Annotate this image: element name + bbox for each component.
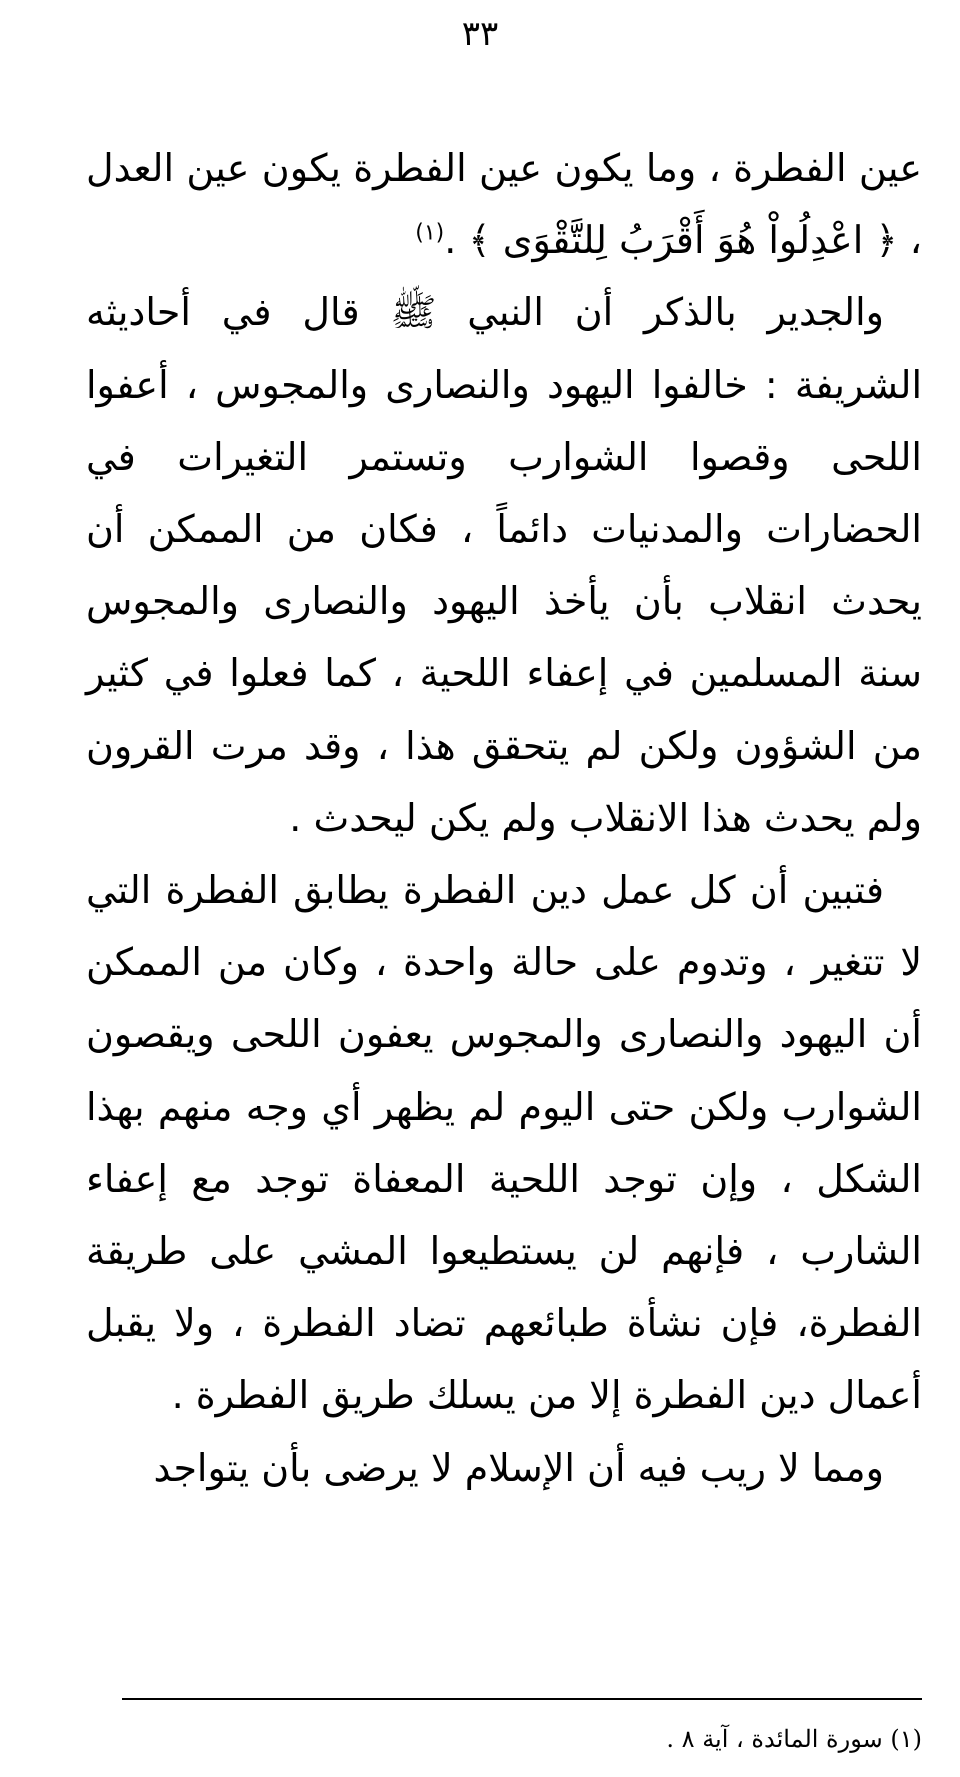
paragraph-continuation bbox=[86, 132, 922, 276]
paragraph: فتبين أن كل عمل دين الفطرة يطابق الفطرة التي لا تتغير ، وتدوم على حالة واحدة ، وكان من الممكن أن اليهود والنصارى والمجوس يعفون اللحى ويقصون الشوارب ولكن حتى اليوم لم يظهر أي وجه منهم بهذا الشكل ، وإن توجد اللحية المعفاة توجد مع إعفاء الشارب ، فإنهم لن يستطيعوا المشي على طريقة الفطرة، فإن نشأة طبائعهم تضاد الفطرة ، ولا يقبل أعمال دين الفطرة إلا من يسلك طريق الفطرة . bbox=[86, 868, 922, 1418]
verse-punctuation: . bbox=[444, 218, 469, 263]
footnote-divider bbox=[122, 1698, 922, 1700]
page-number: ٣٣ bbox=[461, 14, 499, 54]
paragraph: ومما لا ريب فيه أن الإسلام لا يرضى بأن يتواجد bbox=[153, 1445, 884, 1490]
footnote-marker: (١) bbox=[415, 220, 445, 246]
main-text bbox=[86, 132, 922, 1504]
paragraph: والجدير بالذكر أن النبي ﷺ قال في أحاديثه الشريفة : خالفوا اليهود والنصارى والمجوس ، أعفوا اللحى وقصوا الشوارب وتستمر التغيرات في الحضارات والمدنيات دائماً ، فكان من الممكن أن يحدث انقلاب بأن يأخذ اليهود والنصارى والمجوس سنة المسلمين في إعفاء اللحية ، كما فعلوا في كثير من الشؤون ولكن لم يتحقق هذا ، وقد مرت القرون ولم يحدث هذا الانقلاب ولم يكن ليحدث . bbox=[86, 290, 922, 840]
text-line: عين الفطرة ، وما يكون عين الفطرة يكون عين العدل ، bbox=[86, 146, 922, 263]
footnote: (١) سورة المائدة ، آية ٨ . bbox=[666, 1725, 922, 1753]
quran-verse: ﴿ اعْدِلُواْ هُوَ أَقْرَبُ لِلتَّقْوَى ﴾ bbox=[468, 218, 898, 263]
